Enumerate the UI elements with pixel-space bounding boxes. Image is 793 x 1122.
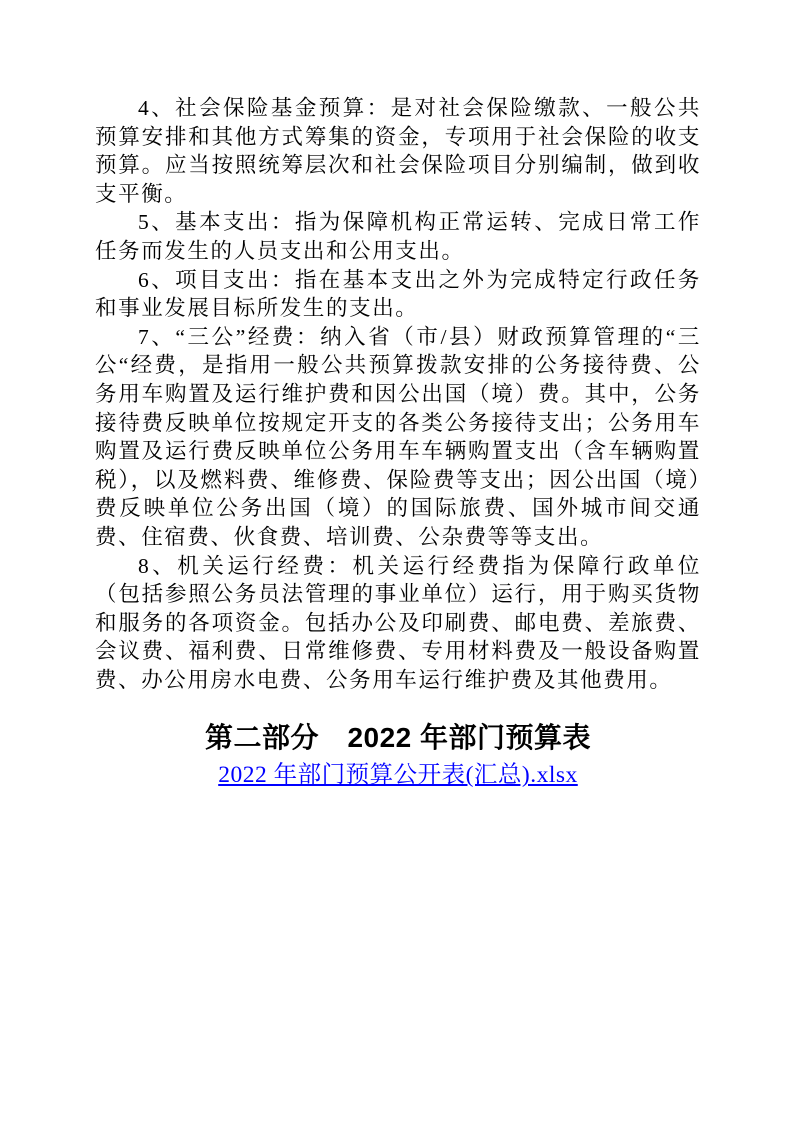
- attachment-link-budget-xlsx[interactable]: 2022 年部门预算公开表(汇总).xlsx: [218, 762, 578, 789]
- paragraph-project-expenditure: 6、项目支出：指在基本支出之外为完成特定行政任务和事业发展目标所发生的支出。: [95, 267, 701, 321]
- document-content: [95, 94, 701, 793]
- paragraph-agency-operating-funds: 8、机关运行经费：机关运行经费指为保障行政单位（包括参照公务员法管理的事业单位）运行，用于购买货物和服务的各项资金。包括办公及印刷费、邮电费、差旅费、会议费、福利费、日常维修费、专用材料费及一般设备购置费、办公用房水电费、公务用车运行维护费及其他费用。: [95, 553, 701, 692]
- paragraph-social-insurance-fund-budget: 4、社会保险基金预算：是对社会保险缴款、一般公共预算安排和其他方式筹集的资金，专项用于社会保险的收支预算。应当按照统筹层次和社会保险项目分别编制，做到收支平衡。: [95, 96, 701, 206]
- paragraph-three-public-funds: 7、“三公”经费：纳入省（市/县）财政预算管理的“三公“经费，是指用一般公共预算拨款安排的公务接待费、公务用车购置及运行维护费和因公出国（境）费。其中，公务接待费反映单位按规定开支的各类公务接待支出；公务用车购置及运行费反映单位公务用车车辆购置支出（含车辆购置税），以及燃料费、维修费、保险费等支出；因公出国（境）费反映单位公务出国（境）的国际旅费、国外城市间交通费、住宿费、伙食费、培训费、公杂费等等支出。: [95, 324, 701, 549]
- section-heading-part-two-budget-tables: 第二部分 2022 年部门预算表: [204, 722, 592, 754]
- paragraph-basic-expenditure: 5、基本支出：指为保障机构正常运转、完成日常工作任务而发生的人员支出和公用支出。: [95, 210, 701, 263]
- attachment-line: [95, 760, 701, 793]
